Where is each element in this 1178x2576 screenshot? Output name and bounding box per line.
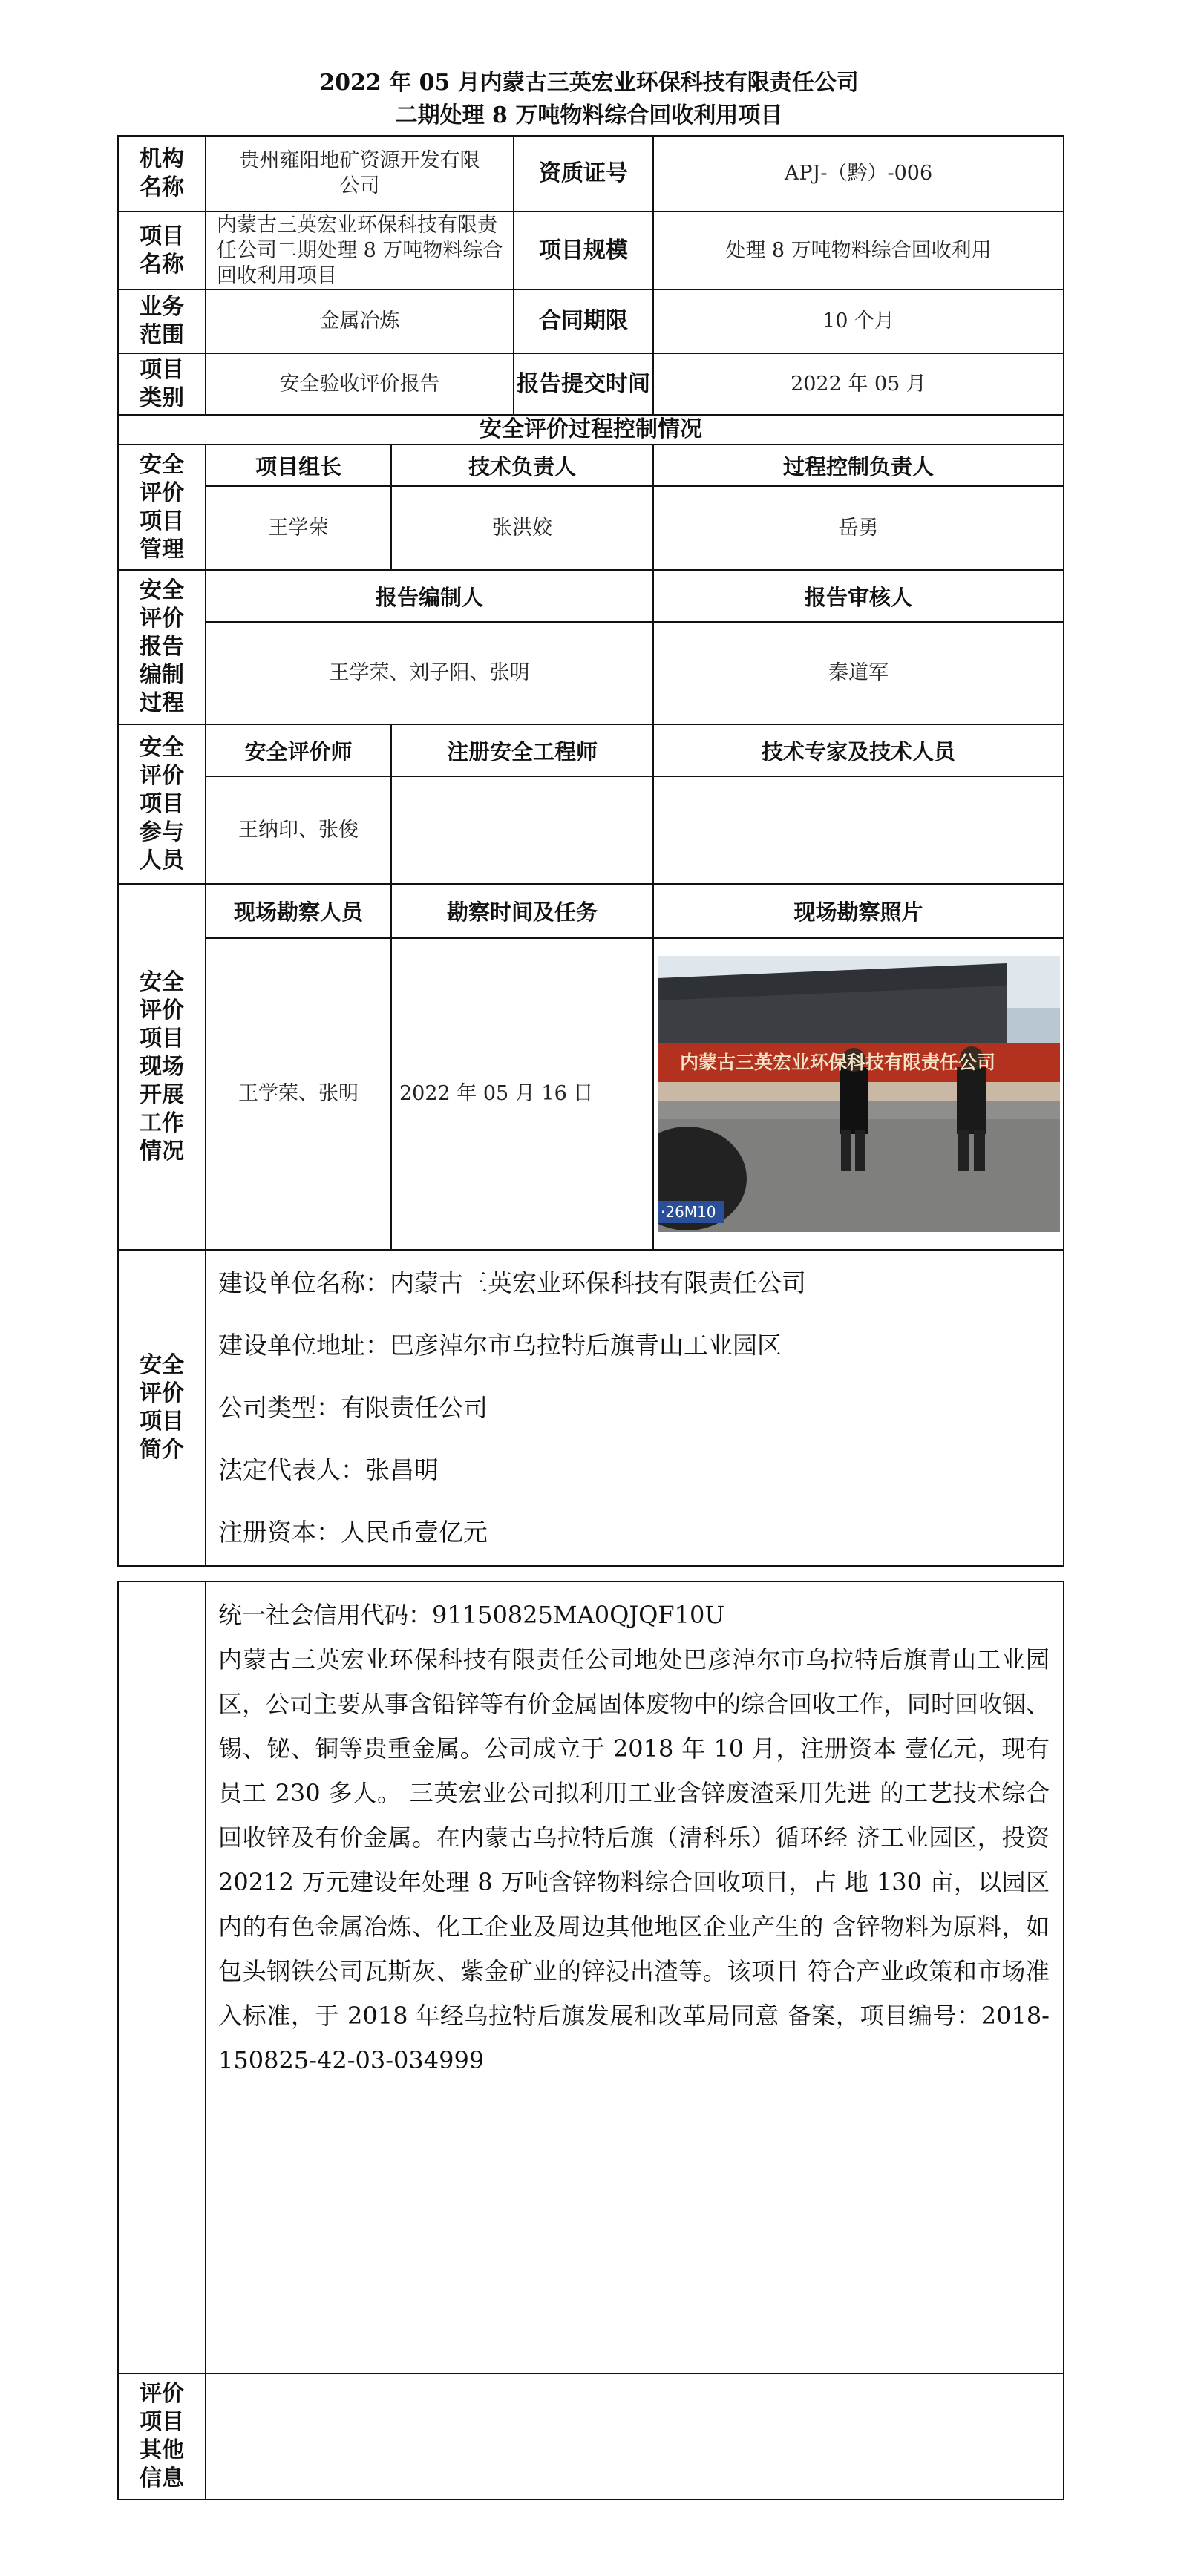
mgmt-header-leader: 项目组长 (255, 453, 341, 479)
photo-sign-text: 内蒙古三英宏业环保科技有限责任公司 (679, 1052, 995, 1073)
site-staff-value: 王学荣、张明 (238, 1082, 359, 1105)
photo-plate-text: ·26M10 (660, 1203, 716, 1221)
site-h2-cell (391, 884, 653, 938)
site-inspection-photo (658, 956, 1060, 1232)
cert-label-cell (514, 136, 653, 212)
site-header-staff: 现场勘察人员 (233, 899, 363, 925)
mgmt-label-cell (118, 445, 206, 570)
section-title: 安全评价过程控制情况 (480, 416, 702, 442)
report-h2-cell (653, 570, 1064, 622)
people-h2-cell (391, 724, 653, 776)
type-value-cell (206, 353, 514, 415)
mgmt-tech-value: 张洪姣 (492, 516, 552, 540)
document-title-line2: 二期处理 8 万吨物料综合回收利用项目 (395, 102, 783, 128)
people-h3-cell (653, 724, 1064, 776)
mgmt-header-tech: 技术负责人 (468, 453, 576, 479)
people-header-expert: 技术专家及技术人员 (761, 738, 955, 764)
people-h1-cell (206, 724, 391, 776)
people-label-cell (118, 724, 206, 884)
submit-label-cell (514, 353, 653, 415)
people-evaluator-value: 王纳印、张俊 (238, 818, 359, 842)
site-header-time: 勘察时间及任务 (446, 899, 598, 925)
intro-line-legal-rep: 法定代表人：张昌明 (218, 1455, 439, 1484)
continuation-content-cell (206, 1582, 1064, 2373)
scope-label: 业务 范围 (140, 294, 184, 348)
scale-label-cell (514, 212, 653, 289)
project-name-label-cell (118, 212, 206, 289)
site-header-photo: 现场勘察照片 (793, 899, 923, 925)
report-author-value: 王学荣、刘子阳、张明 (329, 661, 530, 684)
intro-line-address: 建设单位地址：巴彦淖尔市乌拉特后旗青山工业园区 (218, 1331, 782, 1360)
site-photo-cell (653, 938, 1064, 1250)
other-info-label: 评价 项目 其他 信息 (140, 2381, 184, 2491)
site-label-cell (118, 884, 206, 1250)
mgmt-h3-cell (653, 445, 1064, 486)
report-v1-cell (206, 622, 653, 724)
site-v2-cell (391, 938, 653, 1250)
report-label-cell (118, 570, 206, 724)
org-label-cell (118, 136, 206, 212)
continuation-table (117, 1581, 1064, 2500)
report-reviewer-value: 秦道军 (828, 661, 889, 684)
intro-line-type: 公司类型：有限责任公司 (218, 1393, 488, 1422)
period-label-cell (514, 289, 653, 353)
project-name-value-cell (206, 212, 514, 289)
type-value: 安全验收评价报告 (279, 372, 440, 396)
mgmt-v2-cell (391, 486, 653, 570)
type-label-cell (118, 353, 206, 415)
site-h1-cell (206, 884, 391, 938)
mgmt-process-value: 岳勇 (838, 516, 879, 540)
evaluation-form-table (117, 135, 1064, 1567)
other-info-label-cell (118, 2373, 206, 2500)
project-name-value: 内蒙古三英宏业环保科技有限责 任公司二期处理 8 万吨物料综合 回收利用项目 (217, 213, 503, 287)
section-title-cell (118, 415, 1064, 445)
other-info-value-cell (206, 2373, 1064, 2500)
report-label: 安全 评价 报告 编制 过程 (140, 577, 184, 716)
site-time-value: 2022 年 05 月 16 日 (399, 1082, 594, 1105)
site-v1-cell (206, 938, 391, 1250)
org-value-cell (206, 136, 514, 212)
submit-value: 2022 年 05 月 (791, 372, 926, 396)
site-h3-cell (653, 884, 1064, 938)
period-label: 合同期限 (539, 308, 628, 334)
people-v2-cell (391, 776, 653, 884)
report-v2-cell (653, 622, 1064, 724)
company-description: 内蒙古三英宏业环保科技有限责任公司地处巴彦淖尔市乌拉特后旗青山工业园区，公司主要从事含铅锌等有价金属固体废物中的综合回收工作，同时回收铟、锡、铋、铜等贵重金属。公司成立于 2018 年 10 月，注册资本 壹亿元，现有员工 230 多人。 三英宏业公司拟利用工业含锌废渣采用先进 的工艺技术综合回收锌及有价金属。在内蒙古乌拉特后旗（清科乐）循环经 济工业园区，投资 20212 万元建设年处理 8 万吨含锌物料综合回收项目，占 地 130 亩，以园区内的有色金属冶炼、化工企业及周边其他地区企业产生的 含锌物料为原料，如包头钢铁公司瓦斯灰、紫金矿业的锌浸出渣等。该项目 符合产业政策和市场准入标准，于 2018 年经乌拉特后旗发展和改革局同意 备案，项目编号：2018-150825-42-03-034999 (218, 1645, 1050, 2074)
type-label: 项目 类别 (140, 356, 184, 411)
people-header-engineer: 注册安全工程师 (446, 738, 598, 764)
mgmt-label: 安全 评价 项目 管理 (140, 451, 184, 563)
intro-content-cell (206, 1250, 1064, 1566)
report-h1-cell (206, 570, 653, 622)
site-photo-svg (658, 956, 1060, 1232)
cert-label: 资质证号 (539, 160, 628, 186)
intro-label-cell (118, 1250, 206, 1566)
mgmt-header-process: 过程控制负责人 (782, 453, 934, 479)
site-label: 安全 评价 项目 现场 开展 工作 情况 (140, 969, 184, 1164)
report-header-reviewer: 报告审核人 (804, 584, 912, 610)
mgmt-v3-cell (653, 486, 1064, 570)
period-value-cell (653, 289, 1064, 353)
people-v1-cell (206, 776, 391, 884)
submit-label: 报告提交时间 (517, 370, 650, 397)
scope-label-cell (118, 289, 206, 353)
mgmt-leader-value: 王学荣 (268, 516, 329, 540)
cert-value: APJ-（黔）-006 (784, 162, 933, 185)
cert-value-cell (653, 136, 1064, 212)
people-v3-cell (653, 776, 1064, 884)
intro-line-name: 建设单位名称：内蒙古三英宏业环保科技有限责任公司 (218, 1268, 806, 1297)
intro-line-capital: 注册资本：人民币壹亿元 (218, 1518, 488, 1547)
org-value: 贵州雍阳地矿资源开发有限 公司 (239, 149, 480, 197)
scale-label: 项目规模 (539, 237, 628, 263)
mgmt-h1-cell (206, 445, 391, 486)
period-value: 10 个月 (822, 309, 894, 332)
scope-value-cell (206, 289, 514, 353)
intro-label: 安全 评价 项目 简介 (140, 1352, 184, 1463)
people-header-evaluator: 安全评价师 (244, 738, 353, 764)
document-title-line1: 2022 年 05 月内蒙古三英宏业环保科技有限责任公司 (319, 70, 859, 96)
mgmt-h2-cell (391, 445, 653, 486)
people-label: 安全 评价 项目 参与 人员 (140, 734, 184, 874)
credit-code: 统一社会信用代码：91150825MA0QJQF10U (218, 1601, 725, 1629)
scope-value: 金属冶炼 (319, 309, 400, 332)
project-name-label: 项目 名称 (140, 223, 184, 278)
continuation-label-cell (118, 1582, 206, 2373)
mgmt-v1-cell (206, 486, 391, 570)
submit-value-cell (653, 353, 1064, 415)
scale-value-cell (653, 212, 1064, 289)
report-header-author: 报告编制人 (375, 584, 483, 610)
scale-value: 处理 8 万吨物料综合回收利用 (725, 238, 992, 262)
org-label: 机构 名称 (140, 146, 184, 200)
